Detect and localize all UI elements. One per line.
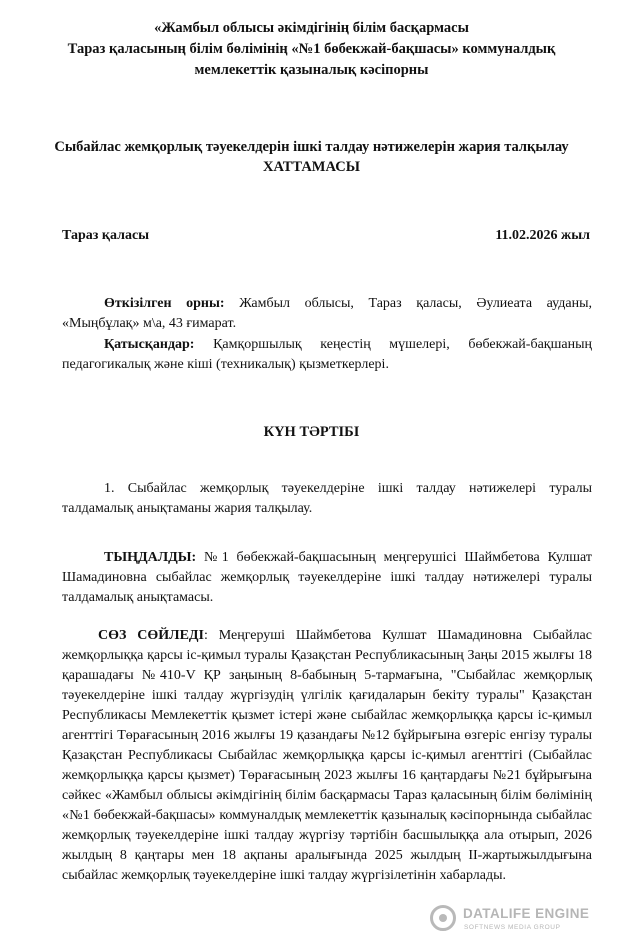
document-title: Сыбайлас жемқорлық тәуекелдерін ішкі талдау нәтижелерін жария талқылау (54, 139, 569, 155)
header-line-1: «Жамбыл облысы әкімдігінің білім басқармасы (154, 20, 469, 36)
spoke-paragraph (62, 626, 592, 886)
heard-label: ТЫҢДАЛДЫ: (104, 550, 197, 565)
venue-paragraph (62, 294, 592, 334)
watermark (430, 902, 615, 938)
agenda-item-text: 1. Сыбайлас жемқорлық тәуекелдеріне ішкі талдау нәтижелері туралы талдамалық анықтаманы жария талқылау. (62, 481, 592, 516)
document-title-protocol: ХАТТАМАСЫ (263, 159, 360, 175)
organization-header (0, 18, 623, 81)
participants-paragraph (62, 335, 592, 375)
spoke-label: СӨЗ СӨЙЛЕДІ (98, 628, 204, 643)
document-date: 11.02.2026 жыл (495, 228, 590, 243)
heard-paragraph (62, 548, 592, 608)
agenda-item (62, 479, 592, 519)
participants-label: Қатысқандар: (104, 337, 195, 352)
participants-text: Қамқоршылық кеңестің мүшелері, бөбекжай-бақшаның педагогикалық және кіші (техникалық) қызметкерлері. (62, 337, 592, 372)
city: Тараз қаласы (62, 228, 150, 243)
header-line-2: Тараз қаласының білім бөлімінің «№1 бөбекжай-бақшасы» коммуналдық (67, 41, 556, 57)
watermark-subtitle: SOFTNEWS MEDIA GROUP (464, 924, 561, 931)
dle-logo-icon (430, 905, 456, 931)
heard-text: №1 бөбекжай-бақшасының меңгерушісі Шаймбетова Кулшат Шамадиновна сыбайлас жемқорлық тәуекелдеріне ішкі талдау нәтижелері туралы талдамалық анықтамасы. (62, 550, 592, 605)
watermark-title: DATALIFE ENGINE (463, 906, 590, 921)
header-line-3: мемлекеттік қазыналық кәсіпорны (194, 62, 429, 78)
venue-text: Жамбыл облысы, Тараз қаласы, Әулиеата ауданы, «Мыңбұлақ» м\а, 43 ғимарат. (62, 296, 592, 331)
venue-label: Өткізілген орны: (104, 296, 225, 311)
agenda-title: КҮН ТӘРТІБІ (263, 424, 360, 440)
spoke-text: : Меңгеруші Шаймбетова Кулшат Шамадиновна Сыбайлас жемқорлыққа қарсы іс-қимыл туралы Қазақстан Республикасының Заңы 2015 жылғы 18 қарашадағы №410-V ҚР заңының 8-бабының 5-тармағына, "Сыбайлас жемқорлық тәуекелдеріне ішкі талдау жүргізудің үлгілік қағидаларын бекіту туралы" Қазақстан Республикасы Мемлекеттік қызмет істері және сыбайлас жемқорлыққа қарсы іс-қимыл агенттігі Төрағасының 2016 жылғы 19 қазандағы №12 бұйрығына өзгеріс енгізу туралы Қазақстан Республикасы Сыбайлас жемқорлыққа қарсы іс-қимыл агенттігі (Сыбайлас жемқорлыққа қарсы қызмет) Төрағасының 2023 жылғы 16 қаңтардағы №21 бұйрығына сәйкес «Жамбыл облысы әкімдігінің білім басқармасы Тараз қаласының білім бөлімінің «№1 бөбекжай-бақшасы» коммуналдық мемлекеттік қазыналық кәсіпорнында сыбайлас жемқорлық тәуекелдеріне ішкі талдау жүргізу тәртібін басшылыққа ала отырып, 2026 жылдың 8 қаңтары мен 18 ақпаны аралығында 2025 жылдың ІІ-жартыжылдығына сыбайлас жемқорлық тәуекелдеріне ішкі талдау жүргізілетінін хабарлады. (62, 628, 592, 883)
